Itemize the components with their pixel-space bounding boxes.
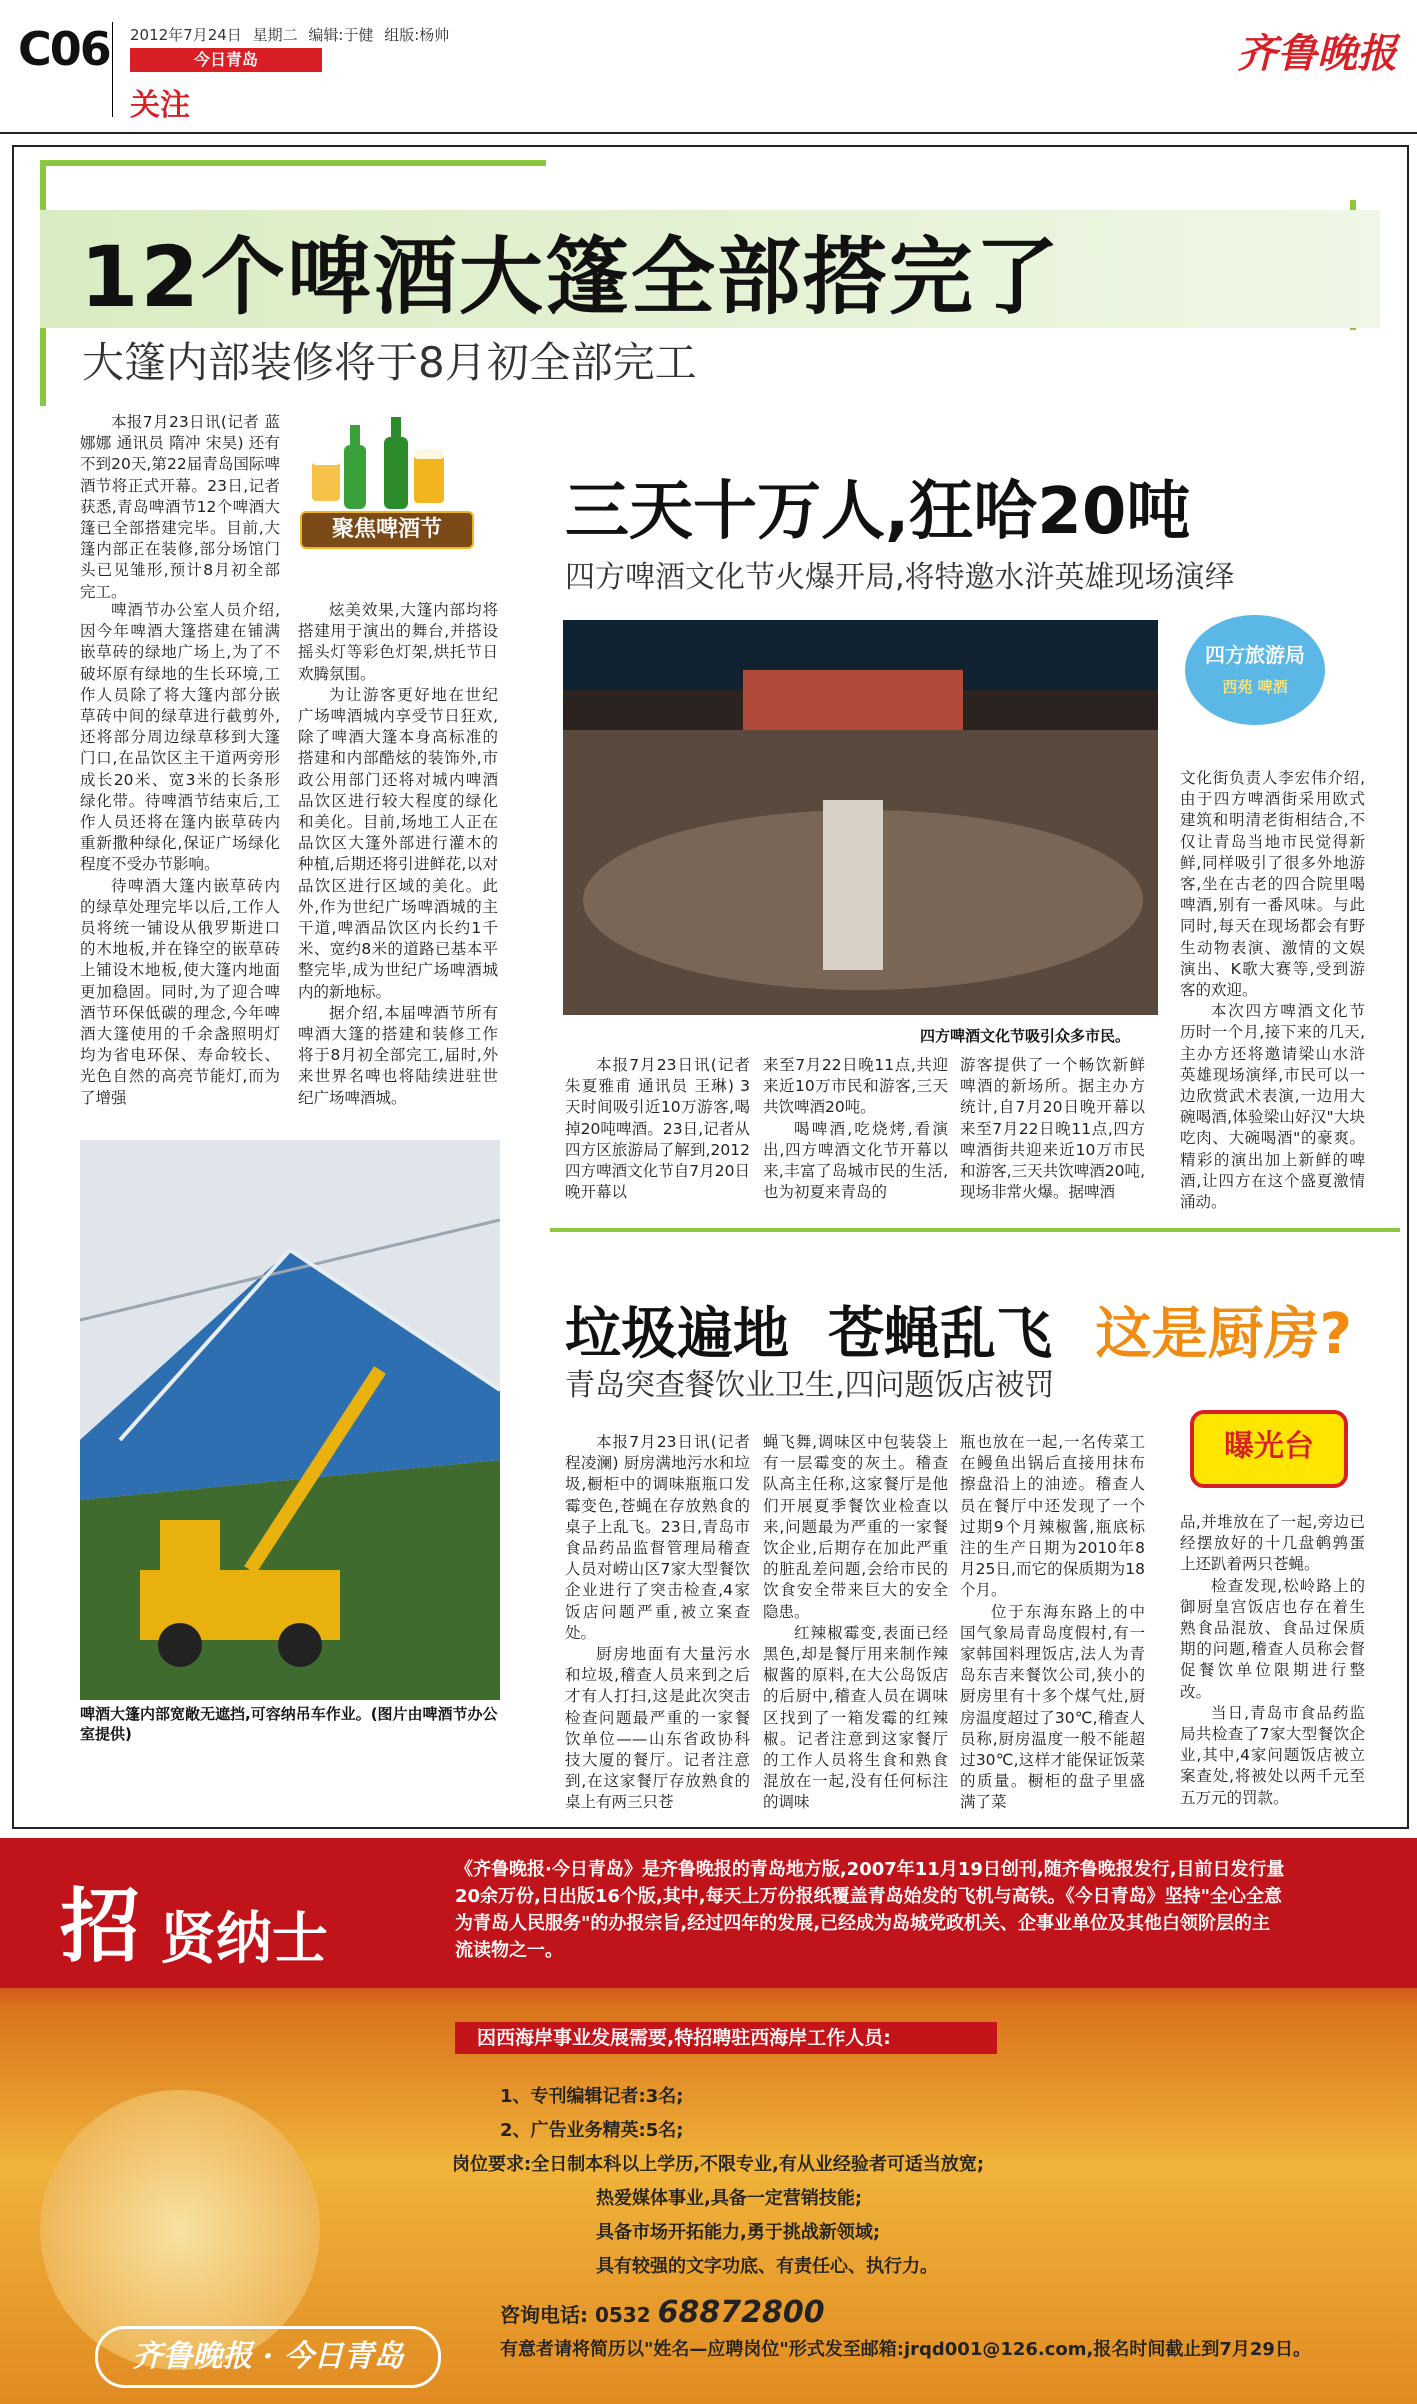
ad-job-banner: 因西海岸事业发展需要,特招聘驻西海岸工作人员: xyxy=(455,2022,997,2054)
story2-col4: 文化街负责人李宏伟介绍,由于四方啤酒街采用欧式建筑和明清老街相结合,不仅让青岛当地市民觉得新鲜,同样吸引了很多外地游客,坐在古老的四合院里喝啤酒,别有一番风味。与此同时,每天在现场都会有野生动物表演、激情的文娱演出、K歌大赛等,受到游客的欢迎。 本次四方啤酒文化节历时一个月,接下来的几天,主办方还将邀请梁山水浒英雄现场演绎,市民可以一边欣赏武术表演,一边用大碗喝酒,体验梁山好汉"大块吃肉、大碗喝酒"的豪爽。精彩的演出加上新鲜的啤酒,让四方在这个盛夏激情涌动。 xyxy=(1180,769,1365,1212)
sifang-tourism-logo xyxy=(1185,615,1325,725)
story3-col2: 蝇飞舞,调味区中包装袋上有一层霉变的灰土。稽查队高主任称,这家餐厅是他们开展夏季餐饮业检查以来,问题最为严重的一家餐饮企业,后期存在加此严重的脏乱差问题,会给市民的饮食安全带来巨大的安全隐患。 红辣椒霉变,表面已经黑色,却是餐厅用来制作辣椒酱的原料,在大公岛饭店的后厨中,稽查人员在调味区找到了一箱发霉的红辣椒。记者注意到这家餐厅的工作人员将生食和熟食混放在一起,没有任何标注的调味 xyxy=(763,1433,948,1812)
story3-subheadline: 青岛突查餐饮业卫生,四问题饭店被罚 xyxy=(565,1368,1055,1403)
ad-item: 岗位要求:全日制本科以上学历,不限专业,有从业经验者可适当放宽; xyxy=(452,2154,985,2175)
newspaper-logo: 齐鲁晚报 xyxy=(1237,30,1397,77)
ad-item: 2、广告业务精英:5名; xyxy=(500,2120,684,2141)
exposure-badge xyxy=(1190,1410,1348,1488)
section-title: 关注 xyxy=(130,88,190,123)
story3-col4: 品,并堆放在了一起,旁边已经摆放好的十几盘鹌鹑蛋上还趴着两只苍蝇。 检查发现,松岭路上的御厨皇宫饭店也存在着生熟食品混放、食品过保质期的问题,稽查人员称会督促餐饮单位限期进行整改。 当日,青岛市食品药监局共检查了7家大型餐饮企业,其中,4家问题饭店被立案查处,将被处以两千元至五万元的罚款。 xyxy=(1180,1513,1365,1807)
story2-photo-caption: 四方啤酒文化节吸引众多市民。 xyxy=(920,1027,1131,1045)
ad-phone-number: 68872800 xyxy=(657,2295,825,2330)
sifang-logo-sub: 西苑 啤酒 xyxy=(1222,678,1288,696)
ad-item: 具备市场开拓能力,勇于挑战新领域; xyxy=(596,2222,881,2243)
crowd-photo-drawing xyxy=(563,620,1158,1015)
story3-headline-b: 这是厨房? xyxy=(1095,1302,1352,1367)
sifang-logo-title: 四方旅游局 xyxy=(1205,643,1305,667)
edition-bar: 今日青岛 xyxy=(130,48,322,72)
story2-col3: 游客提供了一个畅饮新鲜啤酒的新场所。据主办方统计,自7月20日晚开幕以来至7月22日晚11点,四方啤酒街共迎来近10万市民和游客,三天共饮啤酒20吨,现场非常火爆。据啤酒 xyxy=(960,1056,1145,1202)
story2-col2: 来至7月22日晚11点,共迎来近10万市民和游客,三天共饮啤酒20吨。 喝啤酒,吃烧烤,看演出,四方啤酒文化节开幕以来,丰富了岛城市民的生活,也为初夏来青岛的 xyxy=(763,1056,948,1202)
weekday: 星期二 xyxy=(252,26,298,44)
beer-badge-label: 聚焦啤酒节 xyxy=(300,511,474,549)
story1-photo-caption: 啤酒大篷内部宽敞无遮挡,可容纳吊车作业。(图片由啤酒节办公室提供) xyxy=(80,1705,498,1743)
story1-subheadline: 大篷内部装修将于8月初全部完工 xyxy=(82,338,697,387)
story1-col1b: 啤酒节办公室人员介绍,因今年啤酒大篷搭建在铺满嵌草砖的绿地广场上,为了不破坏原有绿地的生长环境,工作人员除了将大篷内部分嵌草砖中间的绿草进行截剪外,还将部分周边绿草移到大篷门口,在品饮区主干道两旁形成长20米、宽3米的长条形绿化带。待啤酒节结束后,工作人员还将在篷内嵌草砖内重新撒种绿化,保证广场绿化程度不受办节影响。 待啤酒大篷内嵌草砖内的绿草处理完毕以后,工作人员将统一铺设从俄罗斯进口的木地板,并在锋空的嵌草砖上铺设木地板,使大篷内地面更加稳固。同时,为了迎合啤酒节环保低碳的理念,今年啤酒大篷使用的千余盏照明灯均为省电环保、寿命较长、光色自然的高亮节能灯,而为了增强 xyxy=(80,601,280,1107)
ad-item: 具有较强的文字功底、有责任心、执行力。 xyxy=(596,2256,938,2277)
ad-item: 1、专刊编辑记者:3名; xyxy=(500,2086,684,2107)
ad-item: 热爱媒体事业,具备一定营销技能; xyxy=(596,2188,863,2209)
header-meta xyxy=(130,24,449,45)
ad-phone xyxy=(500,2295,825,2330)
story2-green-divider xyxy=(550,1228,1400,1232)
story3-col1: 本报7月23日讯(记者 程凌澜) 厨房满地污水和垃圾,橱柜中的调味瓶瓶口发霉变色,苍蝇在存放熟食的桌子上乱飞。23日,青岛市食品药品监督管理局稽查人员对崂山区7家大型餐饮企业进行了突击检查,4家饭店问题严重,被立案查处。 厨房地面有大量污水和垃圾,稽查人员来到之后才有人打扫,这是此次突击检查问题最严重的一家餐饮单位——山东省政协科技大厦的餐厅。记者注意到,在这家餐厅存放熟食的桌上有两三只苍 xyxy=(565,1433,750,1812)
layout-editor: 组版:杨帅 xyxy=(384,26,450,44)
page-number: C06 xyxy=(18,22,110,76)
story3-headline-a: 垃圾遍地 苍蝇乱飞 xyxy=(565,1302,1052,1367)
story1-col1: 本报7月23日讯(记者 蓝娜娜 通讯员 隋冲 宋昊) 还有不到20天,第22届青岛国际啤酒节将正式开幕。23日,记者获悉,青岛啤酒节12个啤酒大篷已全部搭建完毕。目前,大篷内部正在装修,部分场馆门头已见雏形,预计8月初全部完工。 xyxy=(80,413,280,601)
ad-job-list xyxy=(452,2080,985,2284)
header-divider xyxy=(112,22,113,117)
ad-intro-text: 《齐鲁晚报·今日青岛》是齐鲁晚报的青岛地方版,2007年11月19日创刊,随齐鲁晚报发行,目前日发行量20余万份,日出版16个版,其中,每天上万份报纸覆盖青岛始发的飞机与高铁。《今日青岛》坚持"全心全意为青岛人民服务"的办报宗旨,经过四年的发展,已经成为岛城党政机关、企事业单位及其他白领阶层的主流读物之一。 xyxy=(455,1859,1285,1961)
header-rule xyxy=(0,132,1417,134)
crowd-photo xyxy=(563,620,1158,1015)
story2-subheadline: 四方啤酒文化节火爆开局,将特邀水浒英雄现场演绎 xyxy=(565,560,1235,595)
story3-col3: 瓶也放在一起,一名传菜工在鳗鱼出锅后直接用抹布擦盘沿上的油迹。稽查人员在餐厅中还发现了一个过期9个月辣椒酱,瓶底标注的生产日期为2010年8月25日,而它的保质期为18个月。 位于东海东路上的中国气象局青岛度假村,有一家韩国料理饭店,法人为青岛东吉来餐饮公司,狭小的厨房里有十多个煤气灶,厨房温度超过了30℃,稽查人员称,厨房温度一般不能超过30℃,这样才能保证饭菜的质量。橱柜的盘子里盛满了菜 xyxy=(960,1433,1145,1812)
story1-col2: 炫美效果,大篷内部均将搭建用于演出的舞台,并搭设摇头灯等彩色灯架,烘托节日欢腾氛围。 为让游客更好地在世纪广场啤酒城内享受节日狂欢,除了啤酒大篷本身高标准的搭建和内部酷炫的装饰外,市政公用部门还将对城内啤酒品饮区进行较大程度的绿化和美化。目前,场地工人正在品饮区大篷外部进行灌木的种植,后期还将引进鲜花,以对品饮区进行区域的美化。此外,作为世纪广场啤酒城的主干道,啤酒品饮区内长约1千米、宽约8米的道路已基本平整完毕,成为世纪广场啤酒城内的新地标。 据介绍,本届啤酒节所有啤酒大篷的搭建和装修工作将于8月初全部完工,届时,外来世界名啤也将陆续进驻世纪广场啤酒城。 xyxy=(298,601,498,1107)
ad-logo: 齐鲁晚报 · 今日青岛 xyxy=(95,2326,441,2388)
exposure-badge-label: 曝光台 xyxy=(1224,1429,1314,1464)
tent-photo-drawing xyxy=(80,1140,500,1700)
story1-headline: 12个啤酒大篷全部搭完了 xyxy=(80,228,1061,326)
story2-col1: 本报7月23日讯(记者 朱夏雅甫 通讯员 王琳) 3天时间吸引近10万游客,喝掉20吨啤酒。23日,记者从四方区旅游局了解到,2012四方啤酒文化节自7月20日晚开幕以 xyxy=(565,1056,750,1202)
ad-phone-area: 0532 xyxy=(594,2303,651,2327)
tent-crane-photo xyxy=(80,1140,500,1700)
ad-title-rest: 贤纳士 xyxy=(160,1906,328,1972)
editor: 编辑:于健 xyxy=(308,26,374,44)
ad-phone-label: 咨询电话: xyxy=(500,2303,588,2327)
story2-headline: 三天十万人,狂哈20吨 xyxy=(565,475,1191,549)
issue-date: 2012年7月24日 xyxy=(130,26,242,44)
beer-badge xyxy=(292,415,482,565)
ad-title-big: 招 xyxy=(60,1879,140,1973)
ad-apply-note: 有意者请将简历以"姓名—应聘岗位"形式发至邮箱:jrqd001@126.com,报名时间截止到7月29日。 xyxy=(500,2339,1311,2360)
story3-headline xyxy=(565,1290,1352,1370)
